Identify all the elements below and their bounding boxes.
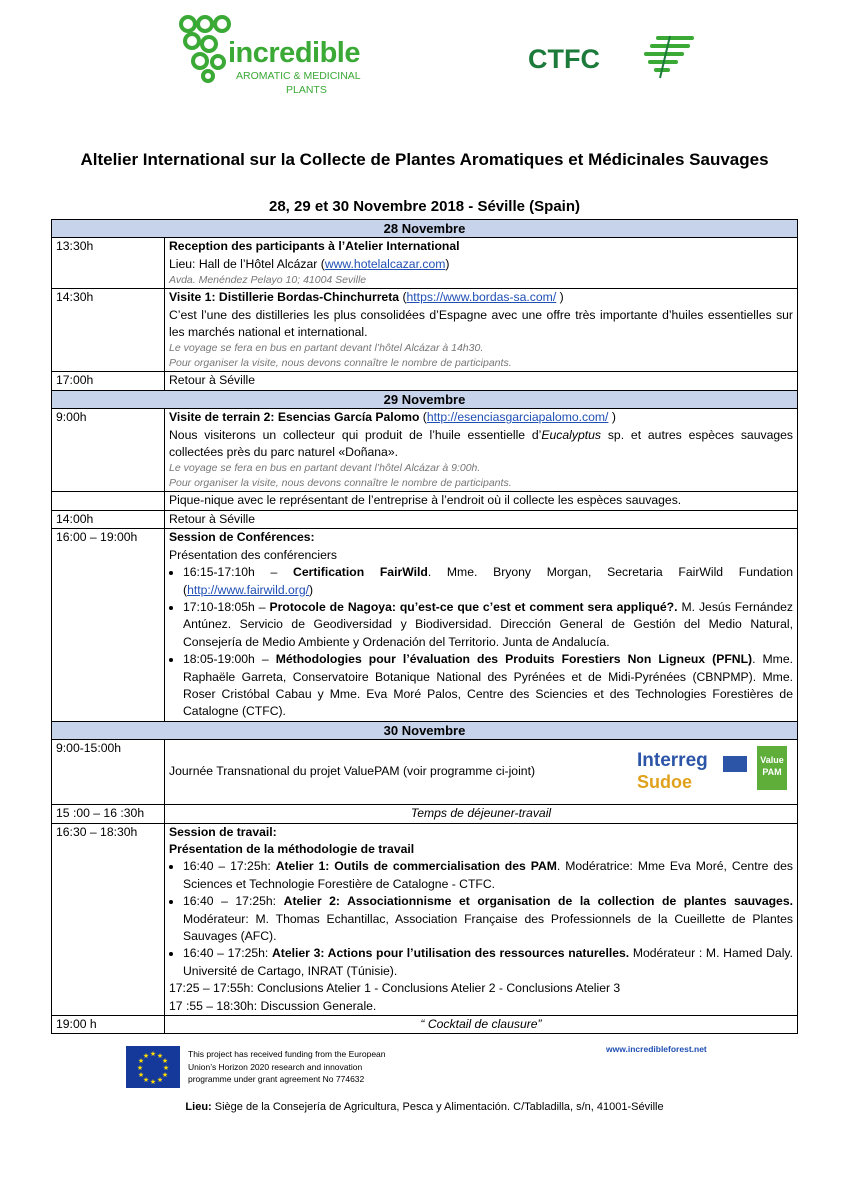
row-subtitle: Présentation de la méthodologie de travail [169,841,415,856]
programme-table [51,219,798,1034]
table-row [52,805,798,823]
row-content [165,238,798,289]
row-text: Temps de déjeuner-travail [165,805,798,823]
interreg-logo: Interreg [637,750,708,772]
valuepam-logo: Value PAM [757,746,787,790]
page-subtitle: 28, 29 et 30 Novembre 2018 - Séville (Spain) [269,198,580,215]
row-intro: Présentation des conférenciers [169,547,338,562]
table-row [52,1016,798,1034]
row-time: 14:00h [52,510,165,528]
row-time: 15 :00 – 16 :30h [52,805,165,823]
list-item: • 18:05-19:00h – Méthodologies pour l’évaluation des Produits Forestiers Non Ligneux (PFNL). Mme. Raphaële Garreta, Conservatoire Botanique National des Pyrénées et de Midi-Pyrénées (CBNPMP). Mme. Roser Cristóbal Cabau y Mme. Eva Moré Palos, Centre des Sciencies et des Technologies Forestières de Catalogne (CTFC). [183,651,793,721]
row-content [165,529,798,721]
incredible-logo-sub2: PLANTS [286,84,327,96]
incredible-logo [178,14,368,98]
eu-funding-text: This project has received funding from the European Union’s Horizon 2020 research and innovation programme under grant agreement No 774632 [188,1049,386,1084]
eu-flag-icon [126,1046,180,1088]
table-row [52,409,798,492]
page-title: Altelier International sur la Collecte de Plantes Aromatiques et Médicinales Sauvages [80,150,769,169]
list-item: • 16:15-17:10h – Certification FairWild. Mme. Bryony Morgan, Secretaria FairWild Fundation (http://www.fairwild.org/) [183,564,793,599]
eu-mini-flag-icon [723,756,747,772]
workshop-list [169,858,793,980]
row-title: Visite de terrain 2: Esencias García Palomo [169,410,420,425]
row-title: Visite 1: Distillerie Bordas-Chinchurreta [169,290,400,305]
svg-text:★: ★ [149,1078,157,1086]
svg-text:★: ★ [137,1071,145,1079]
ctfc-logo-word: CTFC [528,44,600,74]
svg-text:★: ★ [161,1071,169,1079]
svg-text:★: ★ [156,1052,164,1060]
svg-text:★: ★ [162,1064,170,1072]
venue-line: Lieu: Siège de la Consejería de Agricultura, Pesca y Alimentación. C/Tabladilla, s/n, 41001-Séville [185,1101,664,1113]
row-text: “ Cocktail de clausure” [165,1016,798,1034]
day-header-29: 29 Novembre [52,390,798,408]
row-time: 16:30 – 18:30h [52,823,165,1015]
row-time: 9:00h [52,409,165,492]
table-row [52,529,798,721]
bordas-link[interactable]: https://www.bordas-sa.com/ [406,290,557,305]
row-content: Visite de terrain 2: Esencias García Palomo (http://esenciasgarciapalomo.com/ ) Nous visiterons un collecteur qui produit de l’huile essentielle d’Eucalyptus sp. et autres espèces sauvages collectées près du parc naturel «Doñana». Le voyage se fera en bus en partant devant l’hôtel Alcázar à 9:00h. Pour organiser la visite, nous devons connaître le nombre de participants. [165,409,798,492]
row-time: 19:00 h [52,1016,165,1034]
row-text: Retour à Séville [165,510,798,528]
row-title: Session de Conférences: [169,530,315,545]
day-header-28: 28 Novembre [52,220,798,238]
row-text: C’est l’une des distilleries les plus consolidées d’Espagne avec une offre très importante d’huiles essentielles sur les marchés national et international. [169,307,793,340]
row-content [165,740,798,805]
row-text: Journée Transnational du projet ValuePAM (voir programme ci-joint) [169,764,536,779]
svg-text:★: ★ [136,1064,144,1072]
svg-text:★: ★ [149,1050,157,1058]
row-text: Pique-nique avec le représentant de l’entreprise à l’endroit où il collecte les espèces sauvages. [165,492,798,510]
row-note: Le voyage se fera en bus en partant devant l’hôtel Alcázar à 9:00h. [169,462,481,475]
table-row [52,289,798,372]
sudoe-logo: Sudoe [637,772,693,793]
partner-logos [637,744,789,800]
table-row [52,510,798,528]
row-line: 17:25 – 17:55h: Conclusions Atelier 1 - Conclusions Atelier 2 - Conclusions Atelier 3 [169,981,621,996]
svg-text:★: ★ [137,1057,145,1065]
table-row [52,492,798,510]
svg-text:★: ★ [142,1076,150,1084]
row-note: Pour organiser la visite, nous devons connaître le nombre de participants. [169,477,512,490]
row-text: Nous visiterons un collecteur qui produit de l’huile essentielle d’Eucalyptus sp. et autres espèces sauvages collectées près du parc naturel «Doñana». [169,427,793,460]
row-lieu: Lieu: Hall de l’Hôtel Alcázar (www.hotelalcazar.com) [169,256,450,271]
row-time: 9:00-15:00h [52,740,165,805]
row-content: Visite 1: Distillerie Bordas-Chinchurreta (https://www.bordas-sa.com/ ) C’est l’une des distilleries les plus consolidées d’Espagne avec une offre très importante d’huiles essentielles sur les marchés national et international. Le voyage se fera en bus en partant devant l’hôtel Alcázar à 14h30. Pour organiser la visite, nous devons connaître le nombre de participants. [165,289,798,372]
row-address: Avda. Menéndez Pelayo 10; 41004 Seville [169,274,367,287]
website-link[interactable]: www.incredibleforest.net [606,1044,707,1054]
list-item: • 16:40 – 17:25h: Atelier 3: Actions pour l’utilisation des ressources naturelles. Modérateur : M. Hamed Daly. Université de Cartago, INRAT (Túnisie). [183,945,793,980]
row-title: Session de travail: [169,824,277,839]
svg-text:★: ★ [142,1052,150,1060]
list-item: • 16:40 – 17:25h: Atelier 1: Outils de commercialisation des PAM. Modératrice: Mme Eva Moré, Centre des Sciences et Technologie Forestière de Catalogne - CTFC. [183,858,793,893]
incredible-circles-icon [178,14,234,84]
row-time: 14:30h [52,289,165,372]
table-row [52,372,798,390]
row-content [165,823,798,1015]
svg-text:★: ★ [156,1076,164,1084]
row-note: Pour organiser la visite, nous devons connaître le nombre de participants. [169,357,512,370]
row-note: Le voyage se fera en bus en partant devant l’hôtel Alcázar à 14h30. [169,342,484,355]
fairwild-link[interactable]: http://www.fairwild.org/ [187,582,309,597]
conference-list [169,564,793,721]
svg-text:★: ★ [161,1057,169,1065]
day-header-30: 30 Novembre [52,721,798,739]
esencias-link[interactable]: http://esenciasgarciapalomo.com/ [426,410,609,425]
row-line: 17 :55 – 18:30h: Discussion Generale. [169,998,377,1013]
row-title: Reception des participants à l’Atelier International [169,239,460,254]
table-row [52,823,798,1015]
eu-stars-icon [126,1046,180,1088]
hotel-link[interactable]: www.hotelalcazar.com [324,256,446,271]
row-text: Retour à Séville [165,372,798,390]
row-time: 16:00 – 19:00h [52,529,165,721]
row-time [52,492,165,510]
list-item: • 17:10-18:05h – Protocole de Nagoya: qu’est-ce que c’est et comment sera appliqué?. M. Jesús Fernández Antúnez. Servicio de Geodiversidad y Biodiversidad. Dirección General de Gestión del Medio Natural, Consejería de Medio Ambiente y Ordenación del Territorio. Junta de Andalucía. [183,599,793,651]
incredible-logo-word: incredible [228,37,360,69]
ctfc-lines-icon [636,32,696,82]
list-item: • 16:40 – 17:25h: Atelier 2: Associationnisme et organisation de la collection de plantes sauvages. Modérateur: M. Thomas Echantillac, Association Française des Professionnels de la Cueillette de Plantes Sauvages (AFC). [183,893,793,945]
row-time: 17:00h [52,372,165,390]
row-time: 13:30h [52,238,165,289]
table-row [52,238,798,289]
incredible-logo-sub1: AROMATIC & MEDICINAL [236,70,361,82]
table-row [52,740,798,805]
ctfc-logo [528,30,698,85]
